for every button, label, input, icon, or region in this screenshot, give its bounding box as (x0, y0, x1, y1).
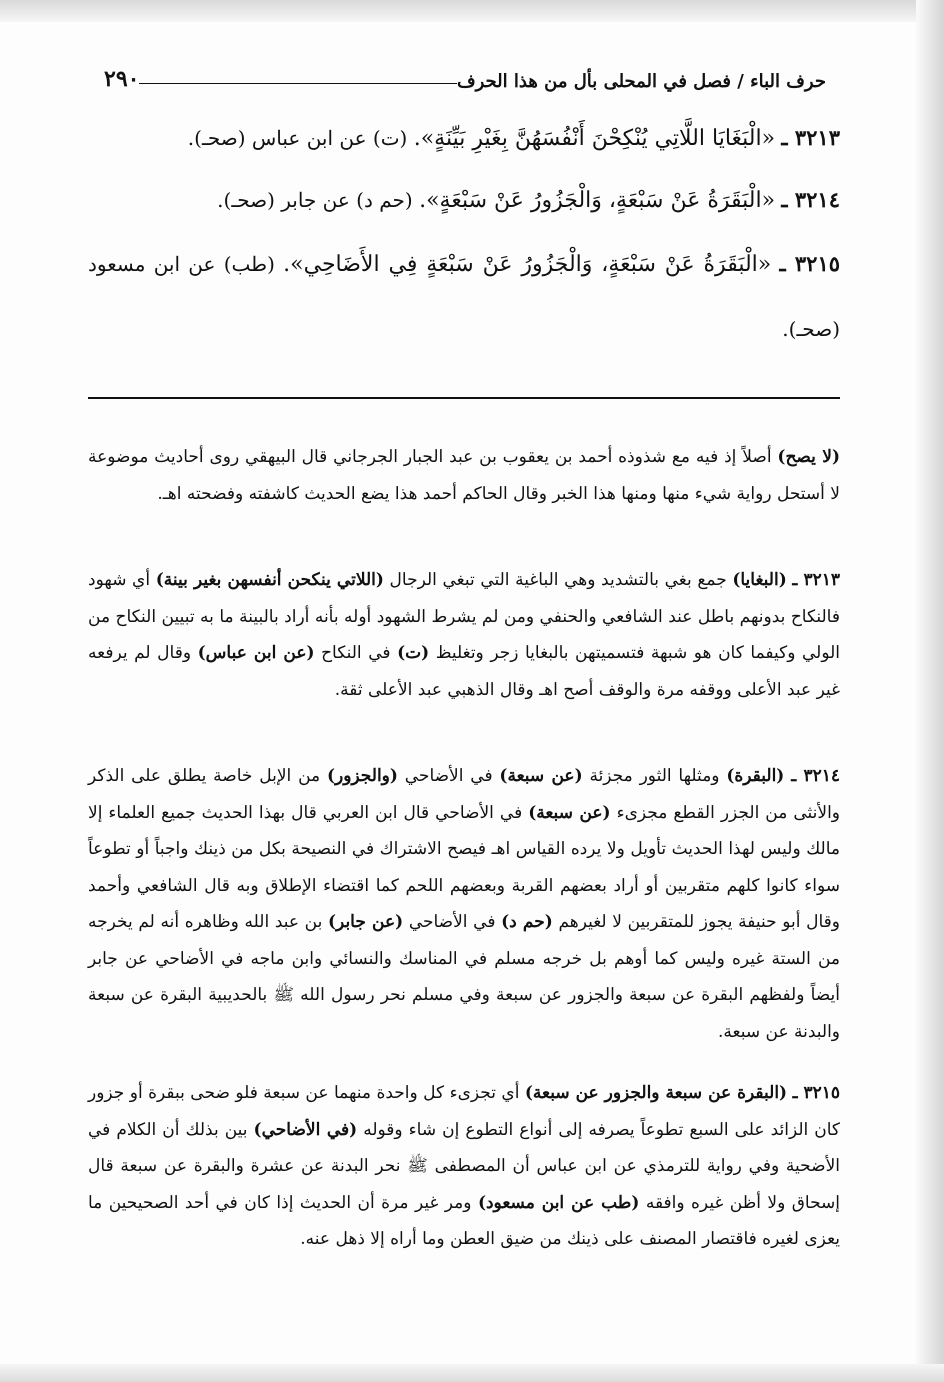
commentary-text: ومر غير مرة أن الحديث إذا كان في أحد الصحيحين ما يعزى لغيره فاقتصار المصنف على ذينك من ضيق العطن وما أراه إلا ذهل عنه. (88, 1192, 840, 1249)
commentary-number: ٣٢١٥ ـ (792, 1083, 841, 1103)
hadith-3213 (88, 106, 840, 171)
commentary-keyword: (في الأضاحي) (253, 1119, 358, 1140)
commentary-keyword: (والجزور) (326, 766, 398, 786)
commentary-text: أي تجزىء كل واحدة منهما عن سبعة فلو ضحى ببقرة أو جزور كان الزائد على السبع تطوعاً يصرفه إلى أنواع التطوع إن شاء وقوله (88, 1083, 841, 1140)
commentary-keyword: (عن ابن عباس) (197, 643, 315, 663)
commentary-keyword: (عن جابر) (328, 912, 404, 932)
commentary-keyword: (حم د) (501, 912, 553, 932)
scan-edge-top (0, 0, 944, 22)
commentary-keyword: (عن سبعة) (528, 802, 611, 823)
commentary-keyword: (اللاتي ينكحن أنفسهن بغير بينة) (155, 570, 384, 590)
commentary-lead: (لا يصح) (777, 447, 840, 467)
commentary-text: أصلاً إذ فيه مع شذوذه أحمد بن يعقوب بن عبد الجبار الجرجاني قال البيهقي روى أحاديث موضوعة لا أستحل رواية شيء منها ومنها هذا الخبر وقال الحاكم أحمد هذا يضع الحديث كاشفته وفضحته اهـ. (88, 447, 840, 504)
commentary-keyword: (ت) (397, 643, 430, 663)
commentary-lead: (البقرة) (726, 766, 785, 786)
commentary-number: ٣٢١٤ ـ (791, 766, 841, 786)
commentary-keyword: (طب عن ابن مسعود) (477, 1192, 640, 1213)
commentary-lead: (البقرة عن سبعة والجزور عن سبعة) (524, 1083, 788, 1103)
page-number: ٢٩٠ (104, 66, 140, 92)
commentary-text: في الأضاحي (404, 766, 493, 786)
commentary-text: في الأضاحي (408, 912, 496, 932)
commentary-number: ٣٢١٣ ـ (792, 570, 840, 590)
scan-edge-bottom (0, 1364, 944, 1382)
hadith-source: (حم د) عن جابر (صحـ). (217, 188, 413, 212)
hadith-number: ٣٢١٣ ـ (781, 125, 840, 150)
commentary-text: من الإبل خاصة يطلق على الذكر والأنثى من الجزر القطع مجزىء (88, 766, 840, 823)
hadith-number: ٣٢١٤ ـ (781, 187, 840, 212)
hadith-text: «الْبَقَرَةُ عَنْ سَبْعَةٍ، وَالْجَزُورُ عَنْ سَبْعَةٍ». (419, 188, 776, 213)
page-header (88, 58, 840, 92)
commentary-text: بن عبد الله وظاهره أنه لم يخرجه من الستة غيره وليس كما أوهم بل خرجه مسلم في المناسك والنسائي وابن ماجه في الأضاحي عن جابر أيضاً ولفظهم البقرة عن سبعة والجزور عن سبعة وفي مسلم نحر رسول الله ﷺ بالحديبية البقرة عن سبعة والبدنة عن سبعة. (88, 912, 840, 1042)
commentary-text: وقال لم يرفعه غير عبد الأعلى ووقفه مرة والوقف أصح اهـ وقال الذهبي عبد الأعلى ثقة. (88, 643, 840, 700)
scan-edge-right (916, 0, 944, 1382)
hadith-3215 (88, 232, 840, 361)
commentary-intro (88, 439, 840, 512)
commentary-text: في الأضاحي قال ابن العربي قال بهذا الحديث جميع العلماء إلا مالك وليس لهذا الحديث تأويل ولا يرده القياس اهـ فيصح الاشتراك في النصيحة بكل من ذينك واجباً أو تطوعاً سواء كانوا كلهم متقربين أو أراد بعضهم القربة وبعضهم اللحم كما اقتضاء الإطلاق وبه قال الشافعي وأحمد وقال أبو حنيفة يجوز للمتقربين لا لغيرهم (88, 802, 841, 932)
commentary-3214 (88, 758, 840, 1050)
commentary-text: جمع بغي بالتشديد وهي الباغية التي تبغي الرجال (389, 570, 727, 590)
commentary-text: ومثلها الثور مجزئة (589, 766, 720, 786)
commentary-lead: (البغايا) (732, 570, 787, 590)
running-title: حرف الباء / فصل في المحلى بأل من هذا الحرف (456, 71, 826, 92)
commentary-3213 (88, 562, 840, 708)
footnote-divider (88, 397, 840, 399)
commentary-text: أي شهود فالنكاح بدونهم باطل عند الشافعي والحنفي ومن لم يشرط الشهود أوله بأنه أراد بالبينة ما به تبيين النكاح من الولي وكيفما كان هو شبهة فتسميتهن بالبغايا زجر وتغليظ (88, 570, 841, 663)
commentary-text: في النكاح (321, 643, 391, 663)
header-rule (139, 83, 457, 84)
commentary-text: بين بذلك أن الكلام في الأضحية وفي رواية للترمذي عن ابن عباس أن المصطفى ﷺ نحر البدنة عن عشرة والبقرة عن سبعة قال إسحاق ولا أظن غيره وافقه (88, 1119, 841, 1213)
hadith-text: «الْبَغَايَا اللَّاتِي يُنْكِحْنَ أَنْفُسَهُنَّ بِغَيْرِ بَيِّنَةٍ». (413, 126, 776, 151)
hadith-source: (ت) عن ابن عباس (صحـ). (187, 126, 408, 150)
hadith-3214 (88, 168, 840, 233)
commentary-keyword: (عن سبعة) (499, 766, 583, 786)
hadith-text: «الْبَقَرَةُ عَنْ سَبْعَةٍ، وَالْجَزُورُ عَنْ سَبْعَةٍ فِي الأَضَاحِي». (283, 252, 772, 277)
commentary-3215 (88, 1075, 840, 1258)
hadith-source: (طب) عن ابن مسعود (صحـ). (88, 252, 840, 341)
hadith-number: ٣٢١٥ ـ (779, 251, 841, 276)
